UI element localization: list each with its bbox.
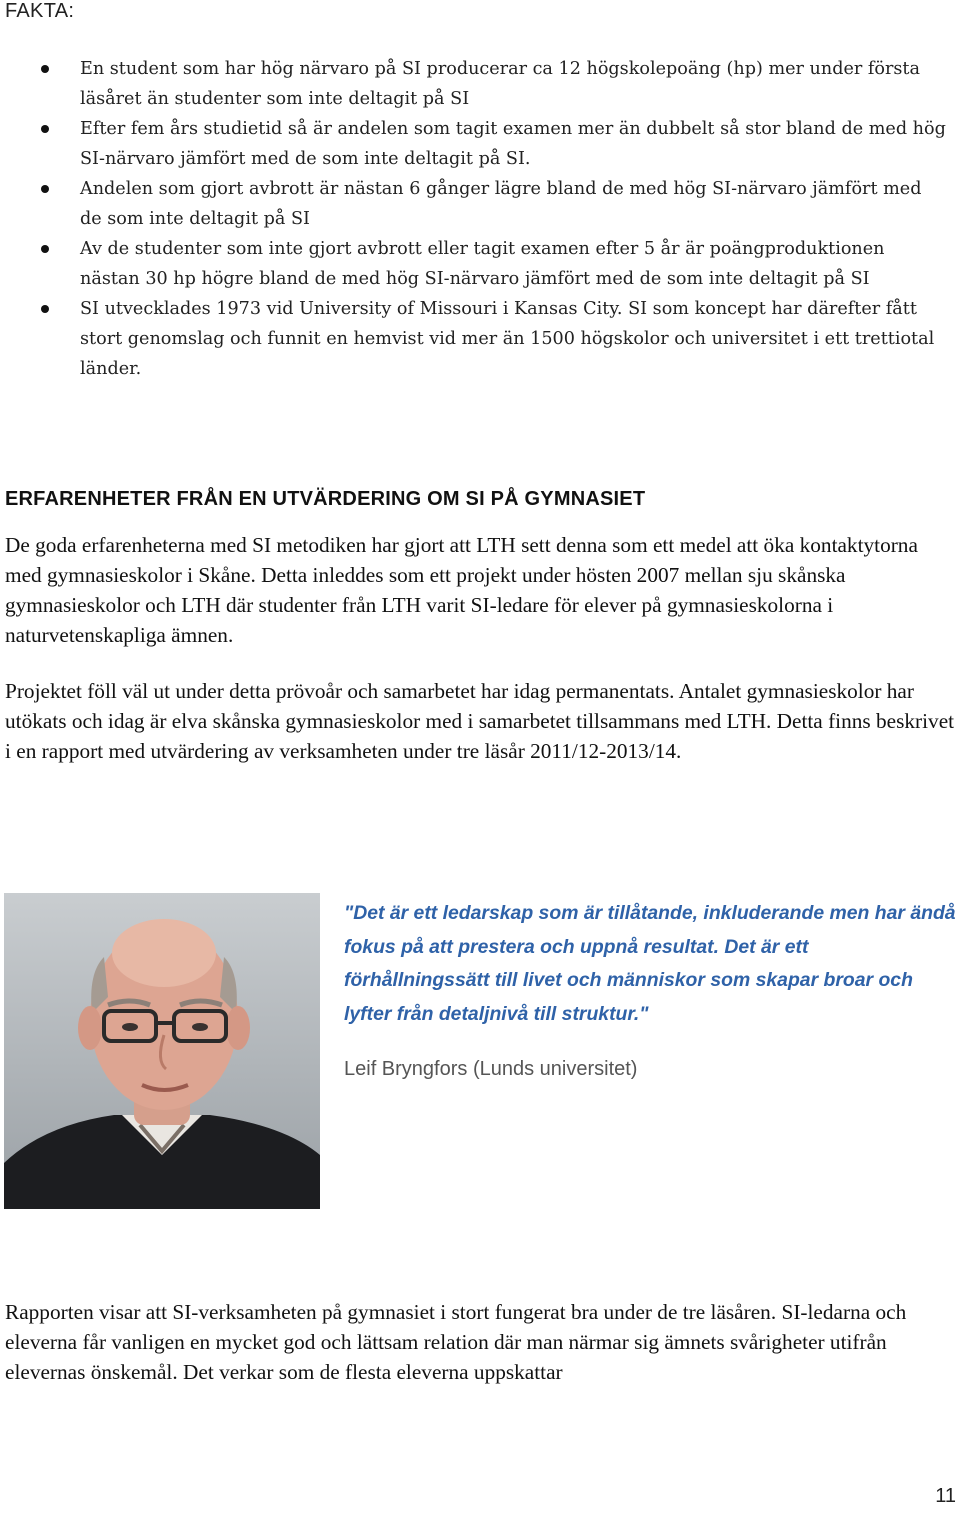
paragraph-project: Projektet föll väl ut under detta prövoår och samarbetet har idag permanentats. Antalet gymnasieskolor har utökats och idag är elva skånska gymnasieskolor med i samarbetet tillsammans med LTH. Detta finns beskrivet i en rapport med utvärdering av verksamheten under tre läsår 2011/12-2013/14. xyxy=(5,679,955,763)
bullet-icon xyxy=(41,125,49,133)
fact-text: SI utvecklades 1973 vid University of Missouri i Kansas City. SI som koncept har därefter fått stort genomslag och funnit en hemvist vid mer än 1500 högskolor och universitet i ett trettiotal länder. xyxy=(80,299,935,379)
bullet-icon xyxy=(41,305,49,313)
portrait-photo xyxy=(4,893,320,1209)
fact-item xyxy=(80,114,948,174)
fact-list xyxy=(80,54,948,384)
section-heading: ERFARENHETER FRÅN EN UTVÄRDERING OM SI PÅ GYMNASIET xyxy=(5,488,646,510)
quote-author: Leif Bryngfors (Lunds universitet) xyxy=(344,1058,638,1080)
fact-item xyxy=(80,54,948,114)
fact-item xyxy=(80,294,948,384)
fact-item xyxy=(80,174,948,234)
fact-text: Andelen som gjort avbrott är nästan 6 gånger lägre bland de med hög SI-närvaro jämfört med de som inte deltagit på SI xyxy=(80,179,922,229)
quote-text: "Det är ett ledarskap som är tillåtande, inkluderande men har ändå fokus på att prestera och uppnå resultat. Det är ett förhållningssätt till livet och människor som skapar broar och lyfter från detaljnivå till struktur." xyxy=(344,902,956,1025)
bullet-icon xyxy=(41,185,49,193)
fact-item xyxy=(80,234,948,294)
section-label: FAKTA: xyxy=(5,0,75,22)
page-number: 11 xyxy=(935,1485,956,1507)
bullet-icon xyxy=(41,65,49,73)
fact-text: Av de studenter som inte gjort avbrott eller tagit examen efter 5 år är poängproduktionen nästan 30 hp högre bland de med hög SI-närvaro jämfört med de som inte deltagit på SI xyxy=(80,239,885,289)
fact-text: Efter fem års studietid så är andelen som tagit examen mer än dubbelt så stor bland de med hög SI-närvaro jämfört med de som inte deltagit på SI. xyxy=(80,119,946,169)
portrait-illustration xyxy=(4,893,320,1209)
bullet-icon xyxy=(41,245,49,253)
fact-text: En student som har hög närvaro på SI producerar ca 12 högskolepoäng (hp) mer under första läsåret än studenter som inte deltagit på SI xyxy=(80,59,920,109)
paragraph-report: Rapporten visar att SI-verksamheten på gymnasiet i stort fungerat bra under de tre läsåren. SI-ledarna och eleverna får vanligen en mycket god och lättsam relation där man närmar sig ämnets svårigheter utifrån elevernas önskemål. Det verkar som de flesta eleverna uppskattar xyxy=(5,1300,907,1384)
paragraph-intro: De goda erfarenheterna med SI metodiken har gjort att LTH sett denna som ett medel att öka kontaktytorna med gymnasieskolor i Skåne. Detta inleddes som ett projekt under hösten 2007 mellan sju skånska gymnasieskolor och LTH där studenter från LTH varit SI-ledare för elever på gymnasieskolorna i naturvetenskapliga ämnen. xyxy=(5,533,918,647)
